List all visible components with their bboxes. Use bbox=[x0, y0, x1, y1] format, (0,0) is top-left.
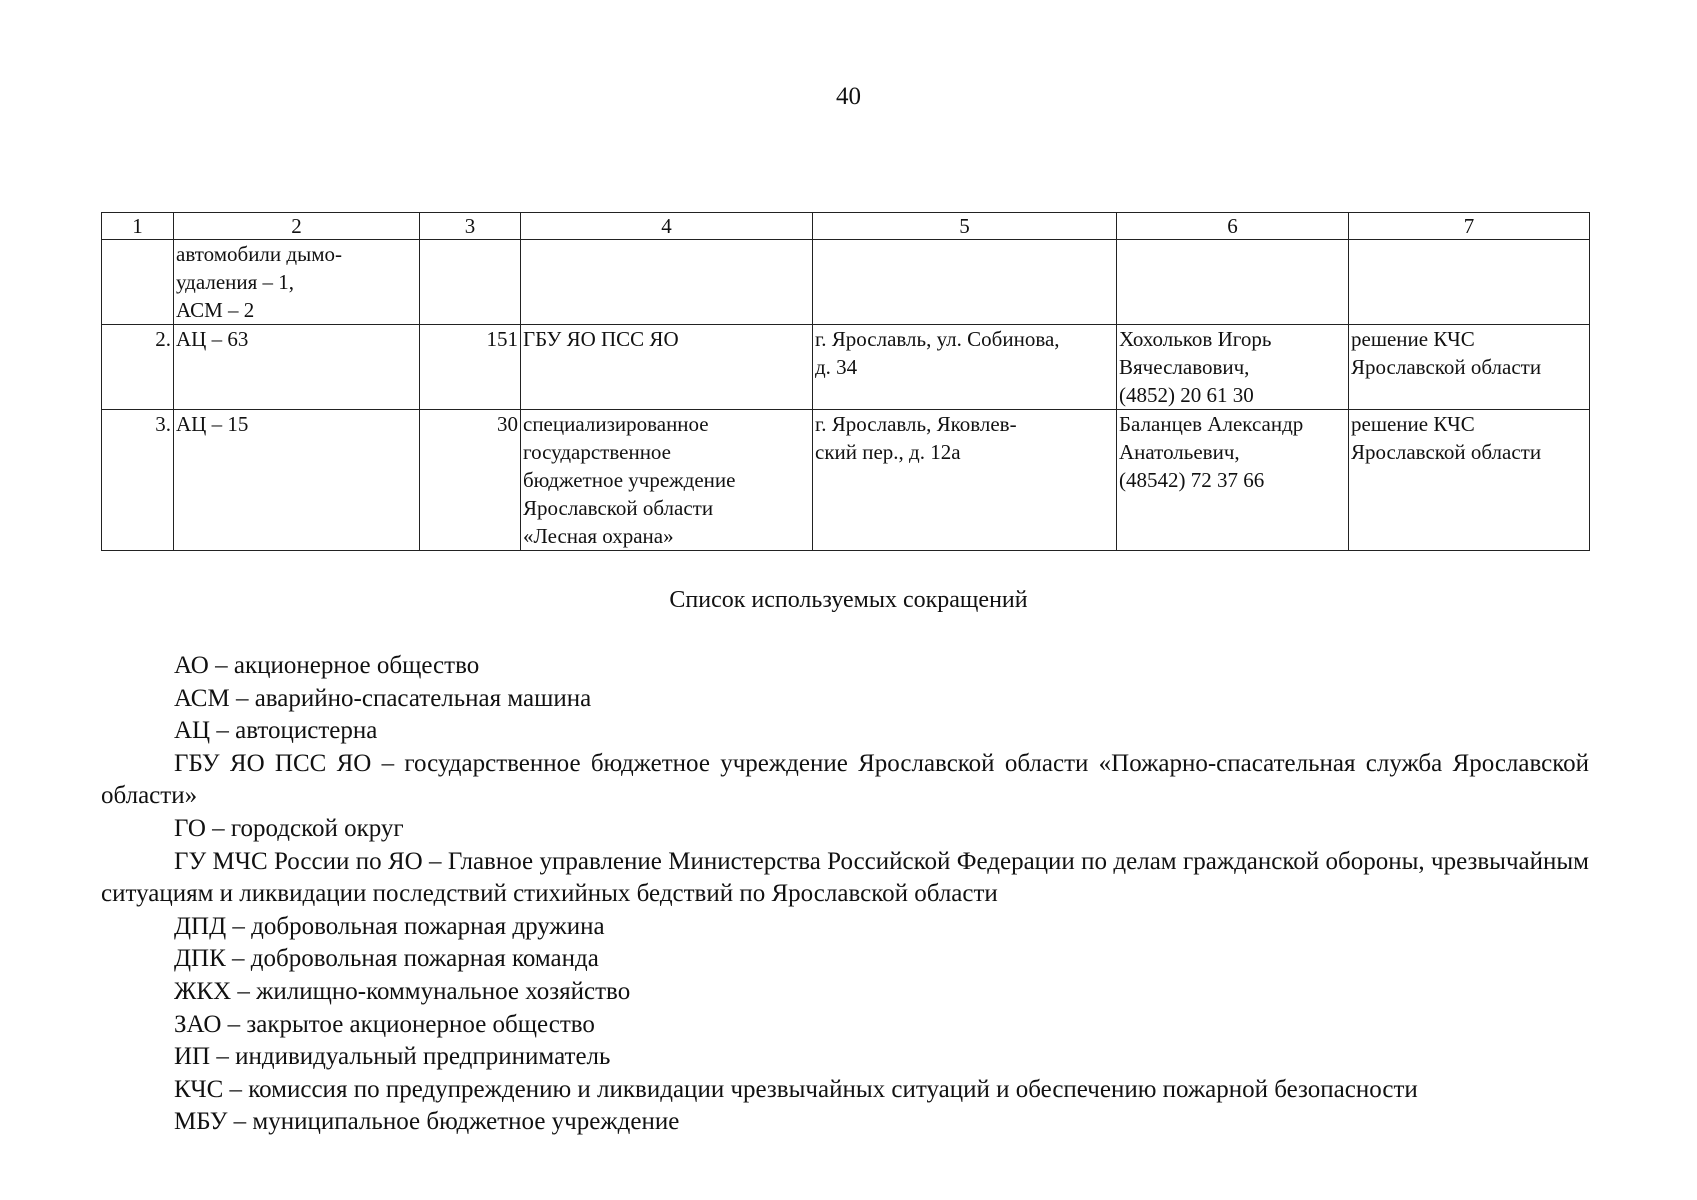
resources-table bbox=[101, 212, 1590, 551]
abbreviations-list bbox=[101, 650, 1589, 1139]
abbreviations-title: Список используемых сокращений bbox=[669, 587, 1028, 613]
abbreviation-item: АСМ – аварийно-спасательная машина bbox=[174, 684, 592, 712]
cell-basis bbox=[1349, 240, 1590, 325]
table-header-row bbox=[102, 213, 1590, 240]
abbreviation-item: ГБУ ЯО ПСС ЯО – государственное бюджетное учреждение Ярославской области «Пожарно-спасательная служба Ярославской области» bbox=[101, 749, 1589, 810]
abbreviation-item: АО – акционерное общество bbox=[174, 652, 480, 679]
cell-contact: Хохольков Игорь Вячеславович, (4852) 20 61 30 bbox=[1117, 325, 1349, 410]
abbreviation-item: ЗАО – закрытое акционерное общество bbox=[174, 1010, 595, 1038]
cell-contact bbox=[1117, 240, 1349, 325]
column-header: 7 bbox=[1349, 213, 1590, 240]
cell-owner: специализированное государственное бюджетное учреждение Ярославской области «Лесная охрана» bbox=[521, 410, 813, 551]
column-header: 4 bbox=[521, 213, 813, 240]
abbreviation-item: МБУ – муниципальное бюджетное учреждение bbox=[174, 1108, 680, 1136]
cell-quantity: 30 bbox=[420, 410, 521, 551]
column-header: 5 bbox=[813, 213, 1117, 240]
cell-basis: решение КЧС Ярославской области bbox=[1349, 325, 1590, 410]
table-row bbox=[102, 325, 1590, 410]
cell-vehicle: АЦ – 15 bbox=[174, 410, 420, 551]
column-header: 1 bbox=[102, 213, 174, 240]
table-header bbox=[102, 213, 1590, 240]
abbreviation-item: ГО – городской округ bbox=[174, 814, 404, 842]
table-row bbox=[102, 240, 1590, 325]
abbreviation-item: ДПД – добровольная пожарная дружина bbox=[174, 912, 605, 940]
cell-vehicle: АЦ – 63 bbox=[174, 325, 420, 410]
cell-contact: Баланцев Александр Анатольевич, (48542) 72 37 66 bbox=[1117, 410, 1349, 551]
cell-number bbox=[102, 240, 174, 325]
cell-number: 3. bbox=[102, 410, 174, 551]
abbreviation-item: КЧС – комиссия по предупреждению и ликвидации чрезвычайных ситуаций и обеспечению пожарной безопасности bbox=[174, 1075, 1418, 1103]
column-header: 6 bbox=[1117, 213, 1349, 240]
abbreviation-item: ИП – индивидуальный предприниматель bbox=[174, 1043, 611, 1071]
table-body bbox=[102, 240, 1590, 551]
cell-address: г. Ярославль, Яковлев- ский пер., д. 12а bbox=[813, 410, 1117, 551]
cell-owner bbox=[521, 240, 813, 325]
page-number: 40 bbox=[836, 83, 861, 110]
table-row bbox=[102, 410, 1590, 551]
cell-address: г. Ярославль, ул. Собинова, д. 34 bbox=[813, 325, 1117, 410]
column-header: 3 bbox=[420, 213, 521, 240]
abbreviation-item: АЦ – автоцистерна bbox=[174, 717, 378, 745]
cell-owner: ГБУ ЯО ПСС ЯО bbox=[521, 325, 813, 410]
cell-address bbox=[813, 240, 1117, 325]
cell-quantity bbox=[420, 240, 521, 325]
abbreviation-item: ЖКХ – жилищно-коммунальное хозяйство bbox=[174, 977, 631, 1005]
cell-vehicle: автомобили дымо- удаления – 1, АСМ – 2 bbox=[174, 240, 420, 325]
cell-number: 2. bbox=[102, 325, 174, 410]
resources-table-container bbox=[101, 212, 1589, 551]
abbreviation-item: ГУ МЧС России по ЯО – Главное управление Министерства Российской Федерации по делам гражданской обороны, чрезвычайным ситуациям и ликвидации последствий стихийных бедствий по Ярославской области bbox=[101, 847, 1589, 908]
cell-basis: решение КЧС Ярославской области bbox=[1349, 410, 1590, 551]
cell-quantity: 151 bbox=[420, 325, 521, 410]
abbreviation-item: ДПК – добровольная пожарная команда bbox=[174, 945, 599, 973]
column-header: 2 bbox=[174, 213, 420, 240]
